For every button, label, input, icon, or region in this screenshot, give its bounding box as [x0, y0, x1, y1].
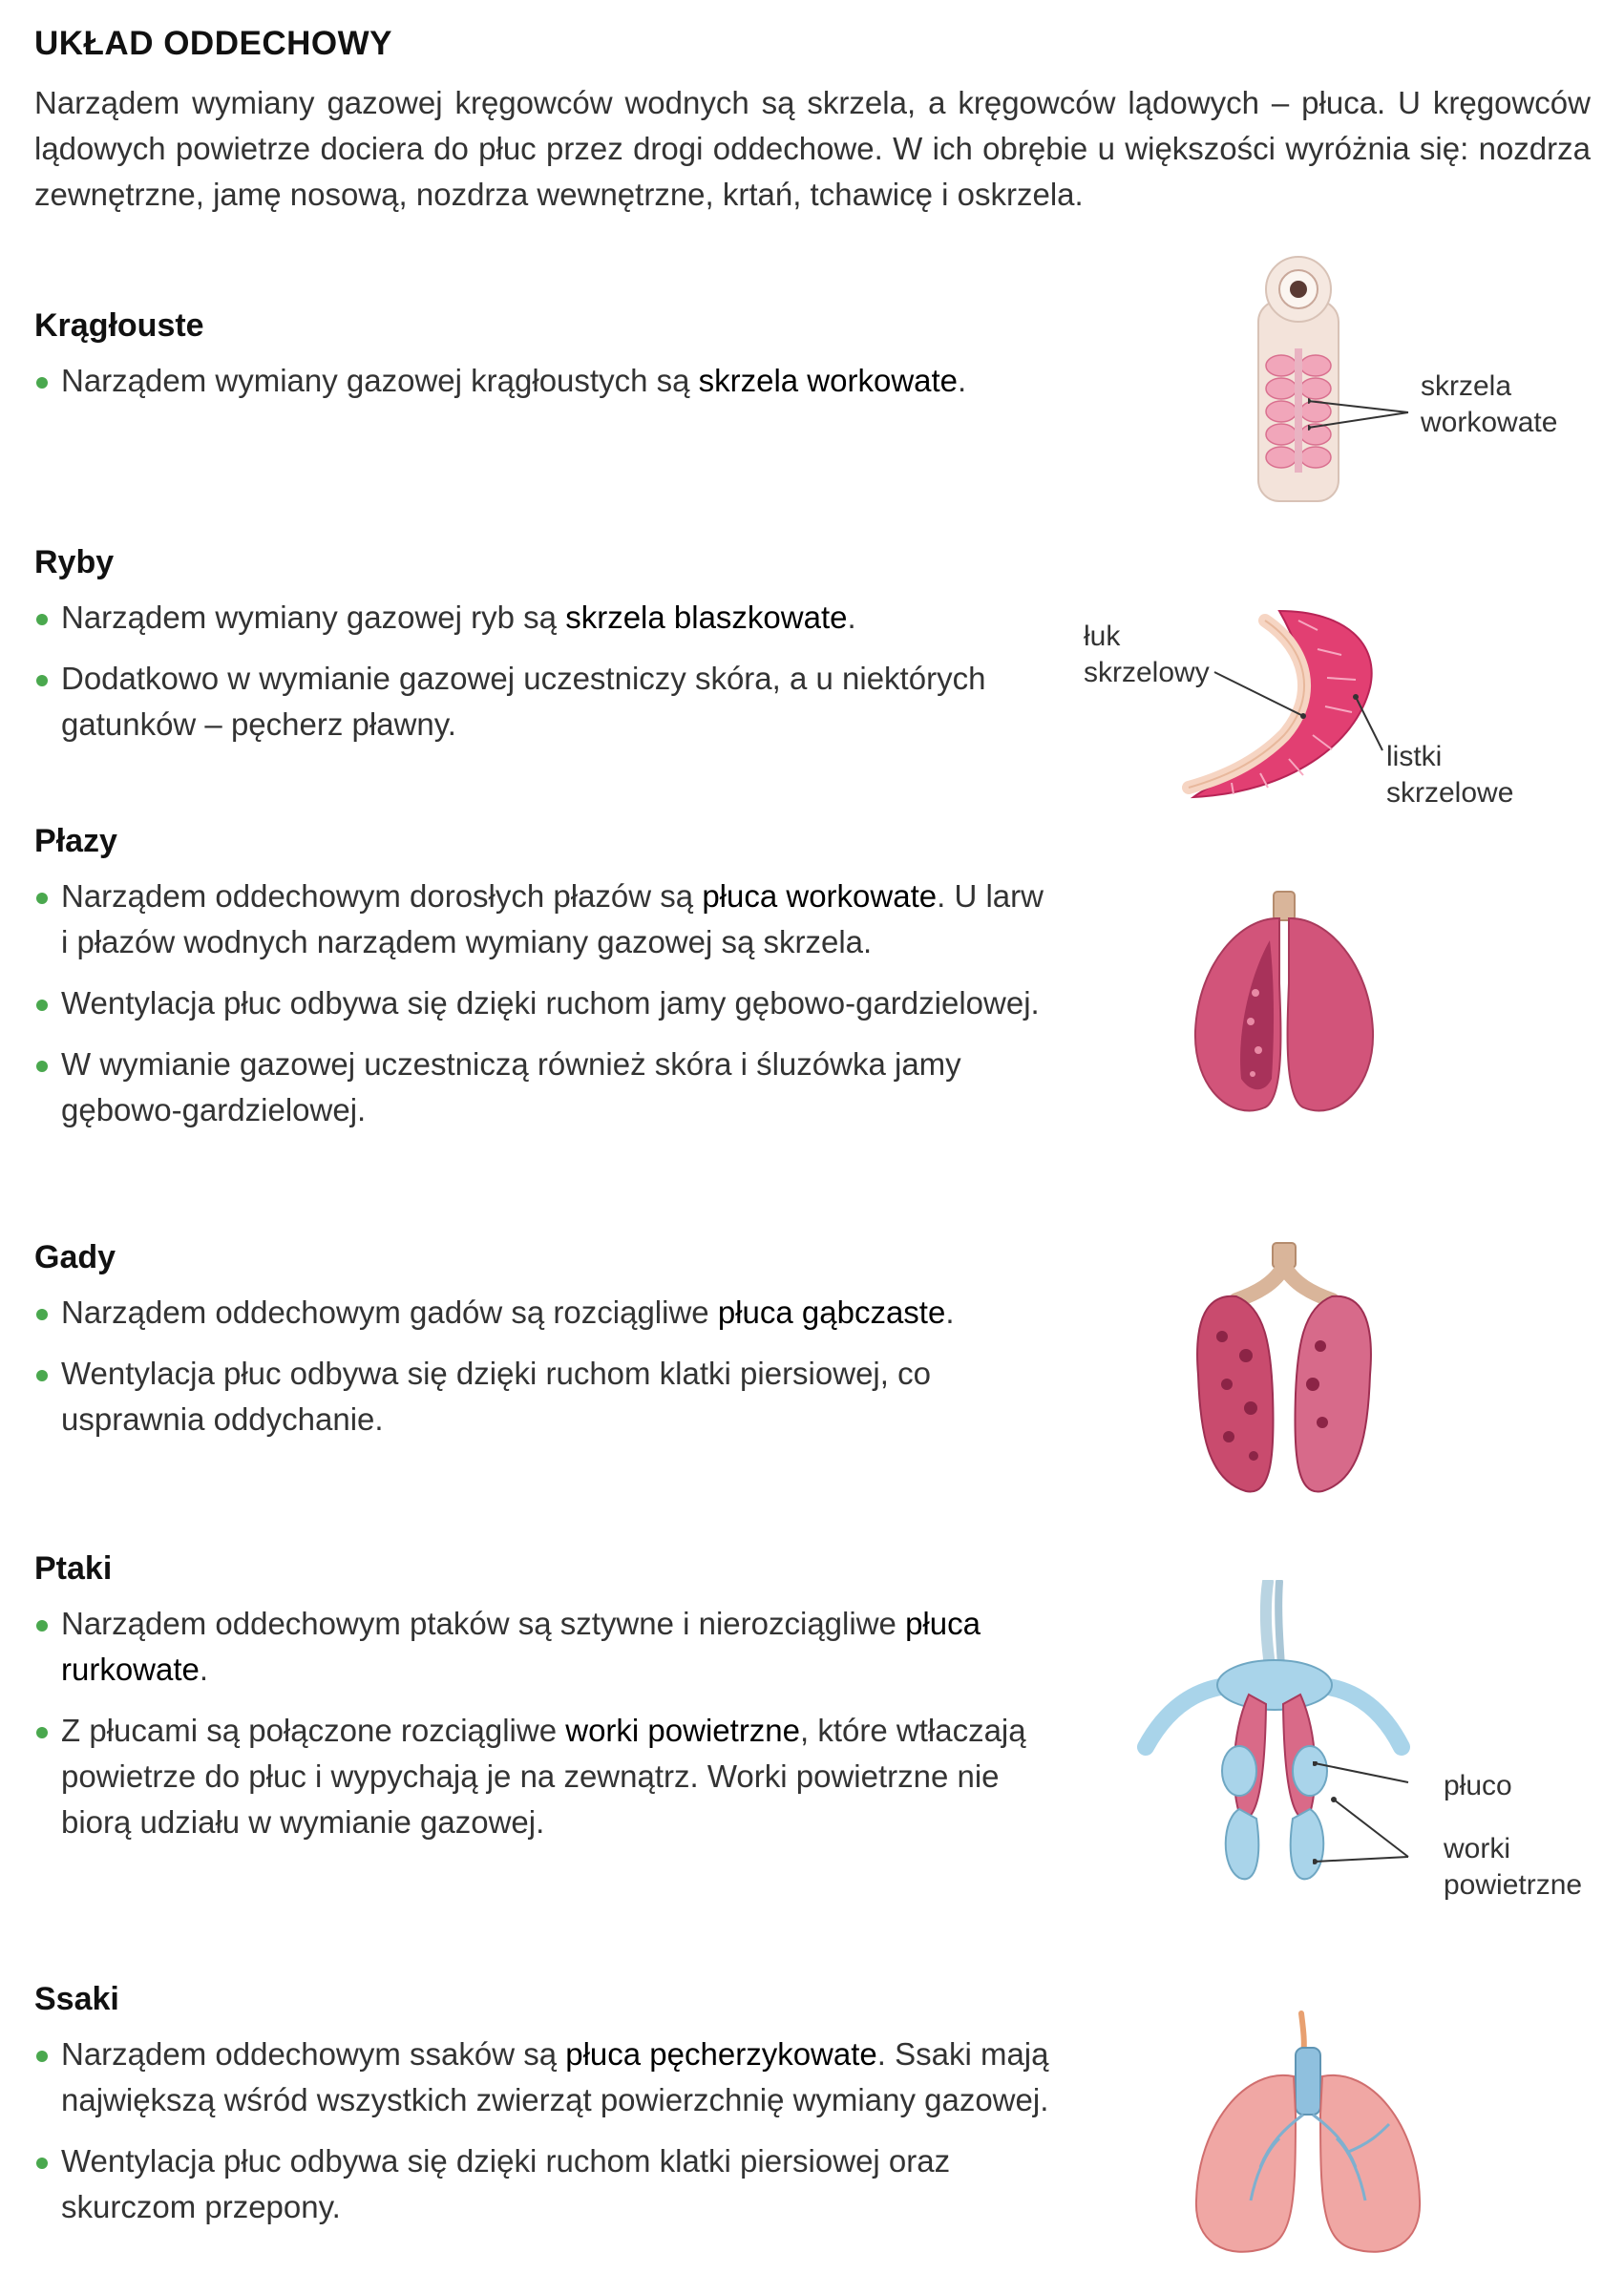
bullet-item: Narządem oddechowym ssaków są płuca pęcherzykowate. Ssaki mają największą wśród wszystkich zwierząt powierzchnię wymiany gazowej.	[34, 2032, 1056, 2123]
section-ptaki	[34, 1550, 1056, 1861]
label-pluco: płuco	[1444, 1770, 1512, 1801]
bullet-item: W wymianie gazowej uczestniczą również skóra i śluzówka jamy gębowo-gardzielowej.	[34, 1042, 1056, 1133]
section-heading: Płazy	[34, 823, 117, 859]
bullet-item: Narządem wymiany gazowej ryb są skrzela blaszkowate.	[34, 595, 1056, 641]
label-pointer-lines	[1313, 1761, 1418, 1866]
section-heading: Krągłouste	[34, 307, 204, 344]
section-plazy	[34, 823, 1056, 1148]
section-heading: Ssaki	[34, 1981, 119, 2017]
label-pointer-lines	[1213, 668, 1384, 754]
section-heading: Ptaki	[34, 1550, 113, 1587]
bullet-item: Narządem oddechowym dorosłych płazów są płuca workowate. U larw i płazów wodnych narządem wymiany gazowej są skrzela.	[34, 874, 1056, 965]
label-luk-skrzelowy: łuk skrzelowy	[1084, 621, 1210, 688]
bullet-item: Narządem wymiany gazowej krągłoustych są skrzela workowate.	[34, 358, 1056, 404]
section-ryby	[34, 544, 1056, 763]
bullet-item: Z płucami są połączone rozciągliwe worki powietrzne, które wtłaczają powietrze do płuc i wypychają je na zewnątrz. Worki powietrzne nie biorą udziału w wymianie gazowej.	[34, 1708, 1056, 1845]
label-listki-skrzelowe: listki skrzelowe	[1386, 741, 1514, 809]
page-title: UKŁAD ODDECHOWY	[34, 25, 392, 62]
section-heading: Gady	[34, 1239, 116, 1275]
intro-paragraph: Narządem wymiany gazowej kręgowców wodnych są skrzela, a kręgowców lądowych – płuca. U kręgowców lądowych powietrze dociera do płuc przez drogi oddechowe. W ich obrębie u większości wyróżnia się: nozdrza zewnętrzne, jamę nosową, nozdrza wewnętrzne, krtań, tchawicę i oskrzela.	[34, 85, 1591, 212]
section-gady	[34, 1239, 1056, 1458]
bullet-item: Wentylacja płuc odbywa się dzięki ruchom jamy gębowo-gardzielowej.	[34, 980, 1056, 1026]
amphibian-lungs-illustration	[1184, 888, 1384, 1126]
section-ssaki	[34, 1981, 1056, 2245]
label-pointer-lines	[1308, 391, 1413, 439]
reptile-lungs-illustration	[1179, 1241, 1389, 1499]
bullet-item: Narządem oddechowym gadów są rozciągliwe płuca gąbczaste.	[34, 1290, 1056, 1336]
label-worki-powietrzne: worki powietrzne	[1444, 1833, 1583, 1901]
bullet-item: Narządem oddechowym ptaków są sztywne i nierozciągliwe płuca rurkowate.	[34, 1601, 1056, 1693]
lamprey-gills-illustration	[1232, 253, 1365, 506]
mammal-lungs-illustration	[1189, 2010, 1427, 2267]
section-heading: Ryby	[34, 544, 115, 580]
section-kraglouste	[34, 307, 1056, 419]
bullet-item: Wentylacja płuc odbywa się dzięki ruchom klatki piersiowej, co usprawnia oddychanie.	[34, 1351, 1056, 1442]
bullet-item: Dodatkowo w wymianie gazowej uczestniczy skóra, a u niektórych gatunków – pęcherz pławny.	[34, 656, 1056, 747]
label-skrzela-workowate: skrzela workowate	[1421, 370, 1558, 438]
bullet-item: Wentylacja płuc odbywa się dzięki ruchom klatki piersiowej oraz skurczom przepony.	[34, 2138, 1056, 2230]
